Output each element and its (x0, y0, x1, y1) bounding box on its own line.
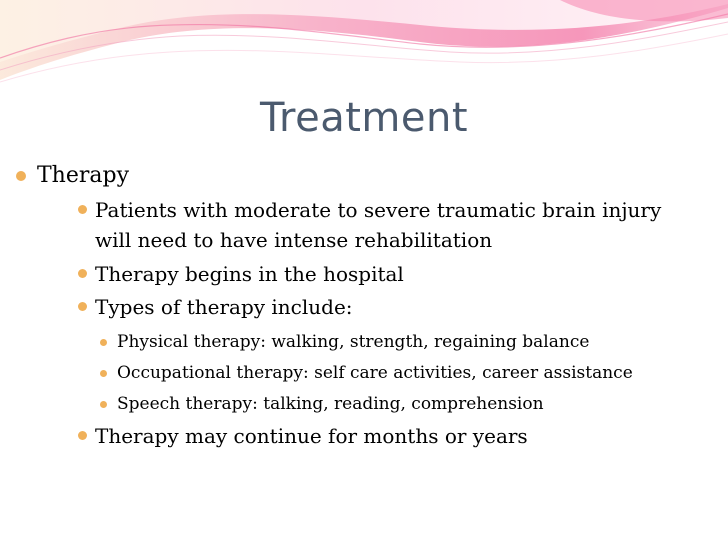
bullet-text: Occupational therapy: self care activities, career assistance (117, 363, 633, 383)
bullet-text-line: Patients with moderate to severe traumatic brain injury (95, 198, 662, 222)
decorative-wave-header (0, 0, 728, 90)
bullet-dot-icon (78, 269, 87, 278)
bullet-begins (78, 259, 404, 289)
slide-title: Treatment (259, 95, 469, 141)
bullet-text: Therapy (37, 163, 130, 188)
bullet-text-line: will need to have intense rehabilitation (95, 228, 493, 252)
bullet-therapy (16, 162, 129, 189)
bullet-physical (100, 331, 589, 353)
bullet-text: Therapy begins in the hospital (95, 262, 404, 286)
bullet-continue (78, 421, 528, 451)
bullet-dot-icon (78, 205, 87, 214)
bullet-patients (78, 195, 661, 255)
bullet-dot-icon (100, 339, 107, 346)
bullet-text (95, 195, 661, 255)
bullet-types (78, 292, 353, 322)
bullet-dot-icon (78, 302, 87, 311)
bullet-occupational (100, 362, 633, 384)
bullet-text: Therapy may continue for months or years (95, 424, 528, 448)
bullet-text: Types of therapy include: (95, 295, 353, 319)
bullet-text: Speech therapy: talking, reading, comprehension (117, 394, 544, 414)
bullet-text: Physical therapy: walking, strength, regaining balance (117, 332, 590, 352)
bullet-dot-icon (100, 401, 107, 408)
bullet-dot-icon (16, 171, 26, 181)
bullet-dot-icon (100, 370, 107, 377)
bullet-speech (100, 393, 544, 415)
bullet-dot-icon (78, 431, 87, 440)
